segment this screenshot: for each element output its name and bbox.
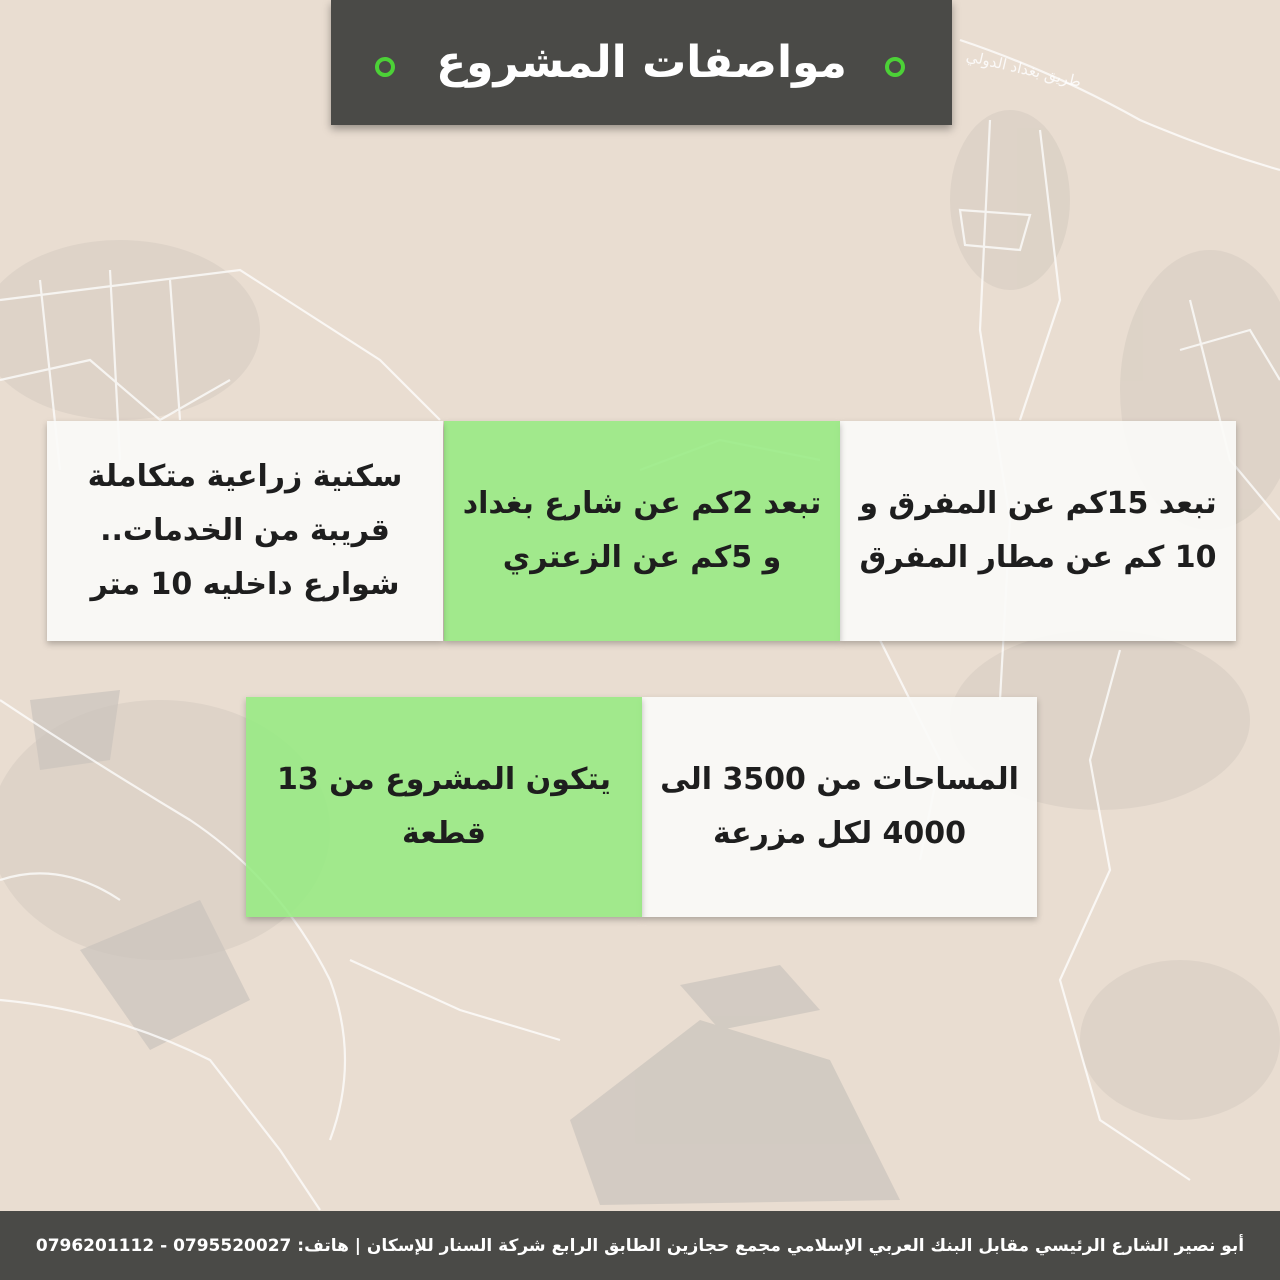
feature-card-text: تبعد 2كم عن شارع بغداد و 5كم عن الزعتري — [462, 486, 822, 575]
footer-contact-text: أبو نصير الشارع الرئيسي مقابل البنك العربي الإسلامي مجمع حجازين الطابق الرابع شركة السنار للإسكان | هاتف: 0795520027 - 0796201112 — [35, 1235, 1245, 1256]
feature-card-text: المساحات من 3500 الى 4000 لكل مزرعة — [660, 762, 1019, 851]
green-dot-icon — [885, 57, 905, 77]
page-title: مواصفات المشروع — [436, 37, 847, 88]
feature-card-plots — [246, 697, 642, 917]
feature-card-distance-baghdad — [444, 421, 840, 641]
feature-card-services — [47, 421, 443, 641]
feature-card-areas — [642, 697, 1037, 917]
footer-bar — [0, 1211, 1280, 1280]
feature-card-distance-mafraq — [840, 421, 1236, 641]
header-panel — [331, 0, 952, 125]
feature-card-text: سكنية زراعية متكاملة قريبة من الخدمات.. شوارع داخليه 10 متر — [87, 459, 403, 602]
green-dot-icon — [375, 57, 395, 77]
feature-card-text: يتكون المشروع من 13 قطعة — [276, 762, 611, 851]
road-label: طريق بغداد الدولي — [964, 47, 1084, 91]
feature-card-text: تبعد 15كم عن المفرق و 10 كم عن مطار المفرق — [859, 486, 1217, 575]
